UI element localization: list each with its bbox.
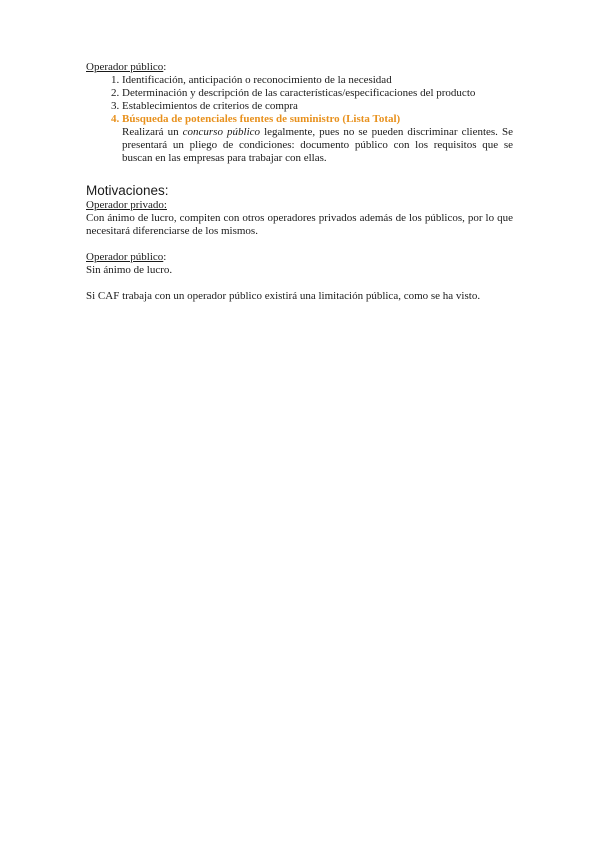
conclusion-paragraph: Si CAF trabaja con un operador público existirá una limitación pública, como se ha visto. (86, 290, 481, 302)
heading-colon: : (163, 251, 167, 263)
list-item-highlighted: 4. Búsqueda de potenciales fuentes de suministro (Lista Total) (122, 113, 513, 126)
spacer (86, 277, 513, 290)
description-text: Realizará un (122, 126, 183, 138)
heading-colon: : (163, 61, 167, 73)
operador-publico-2-heading-line (86, 251, 513, 264)
document-page (86, 61, 513, 303)
list-item: 2. Determinación y descripción de las características/especificaciones del producto (122, 87, 513, 100)
description-text: legalmente, pues no se pueden discriminar clientes. Se presentará un pliego de condiciones: documento público con los requisitos que se buscan en las empresas para trabajar con ellas. (122, 126, 513, 164)
description-emphasis: concurso público (182, 126, 261, 138)
operador-publico-heading: Operador público (86, 61, 164, 73)
operador-privado-text: Con ánimo de lucro, compiten con otros operadores privados además de los públicos, por lo que necesitará diferenciarse de los mismos. (86, 212, 513, 237)
motivaciones-title: Motivaciones: (86, 183, 169, 198)
spacer (86, 238, 513, 251)
list-item: 3. Establecimientos de criterios de compra (122, 100, 513, 113)
purchase-steps-list (86, 74, 513, 126)
list-item-4-description (122, 126, 513, 165)
operador-publico-2-heading: Operador público (86, 251, 164, 263)
operador-publico-2-text: Sin ánimo de lucro. (86, 264, 173, 276)
list-item: 1. Identificación, anticipación o reconocimiento de la necesidad (122, 74, 513, 87)
operador-privado-heading: Operador privado: (86, 199, 167, 211)
operador-publico-heading-line (86, 61, 513, 74)
